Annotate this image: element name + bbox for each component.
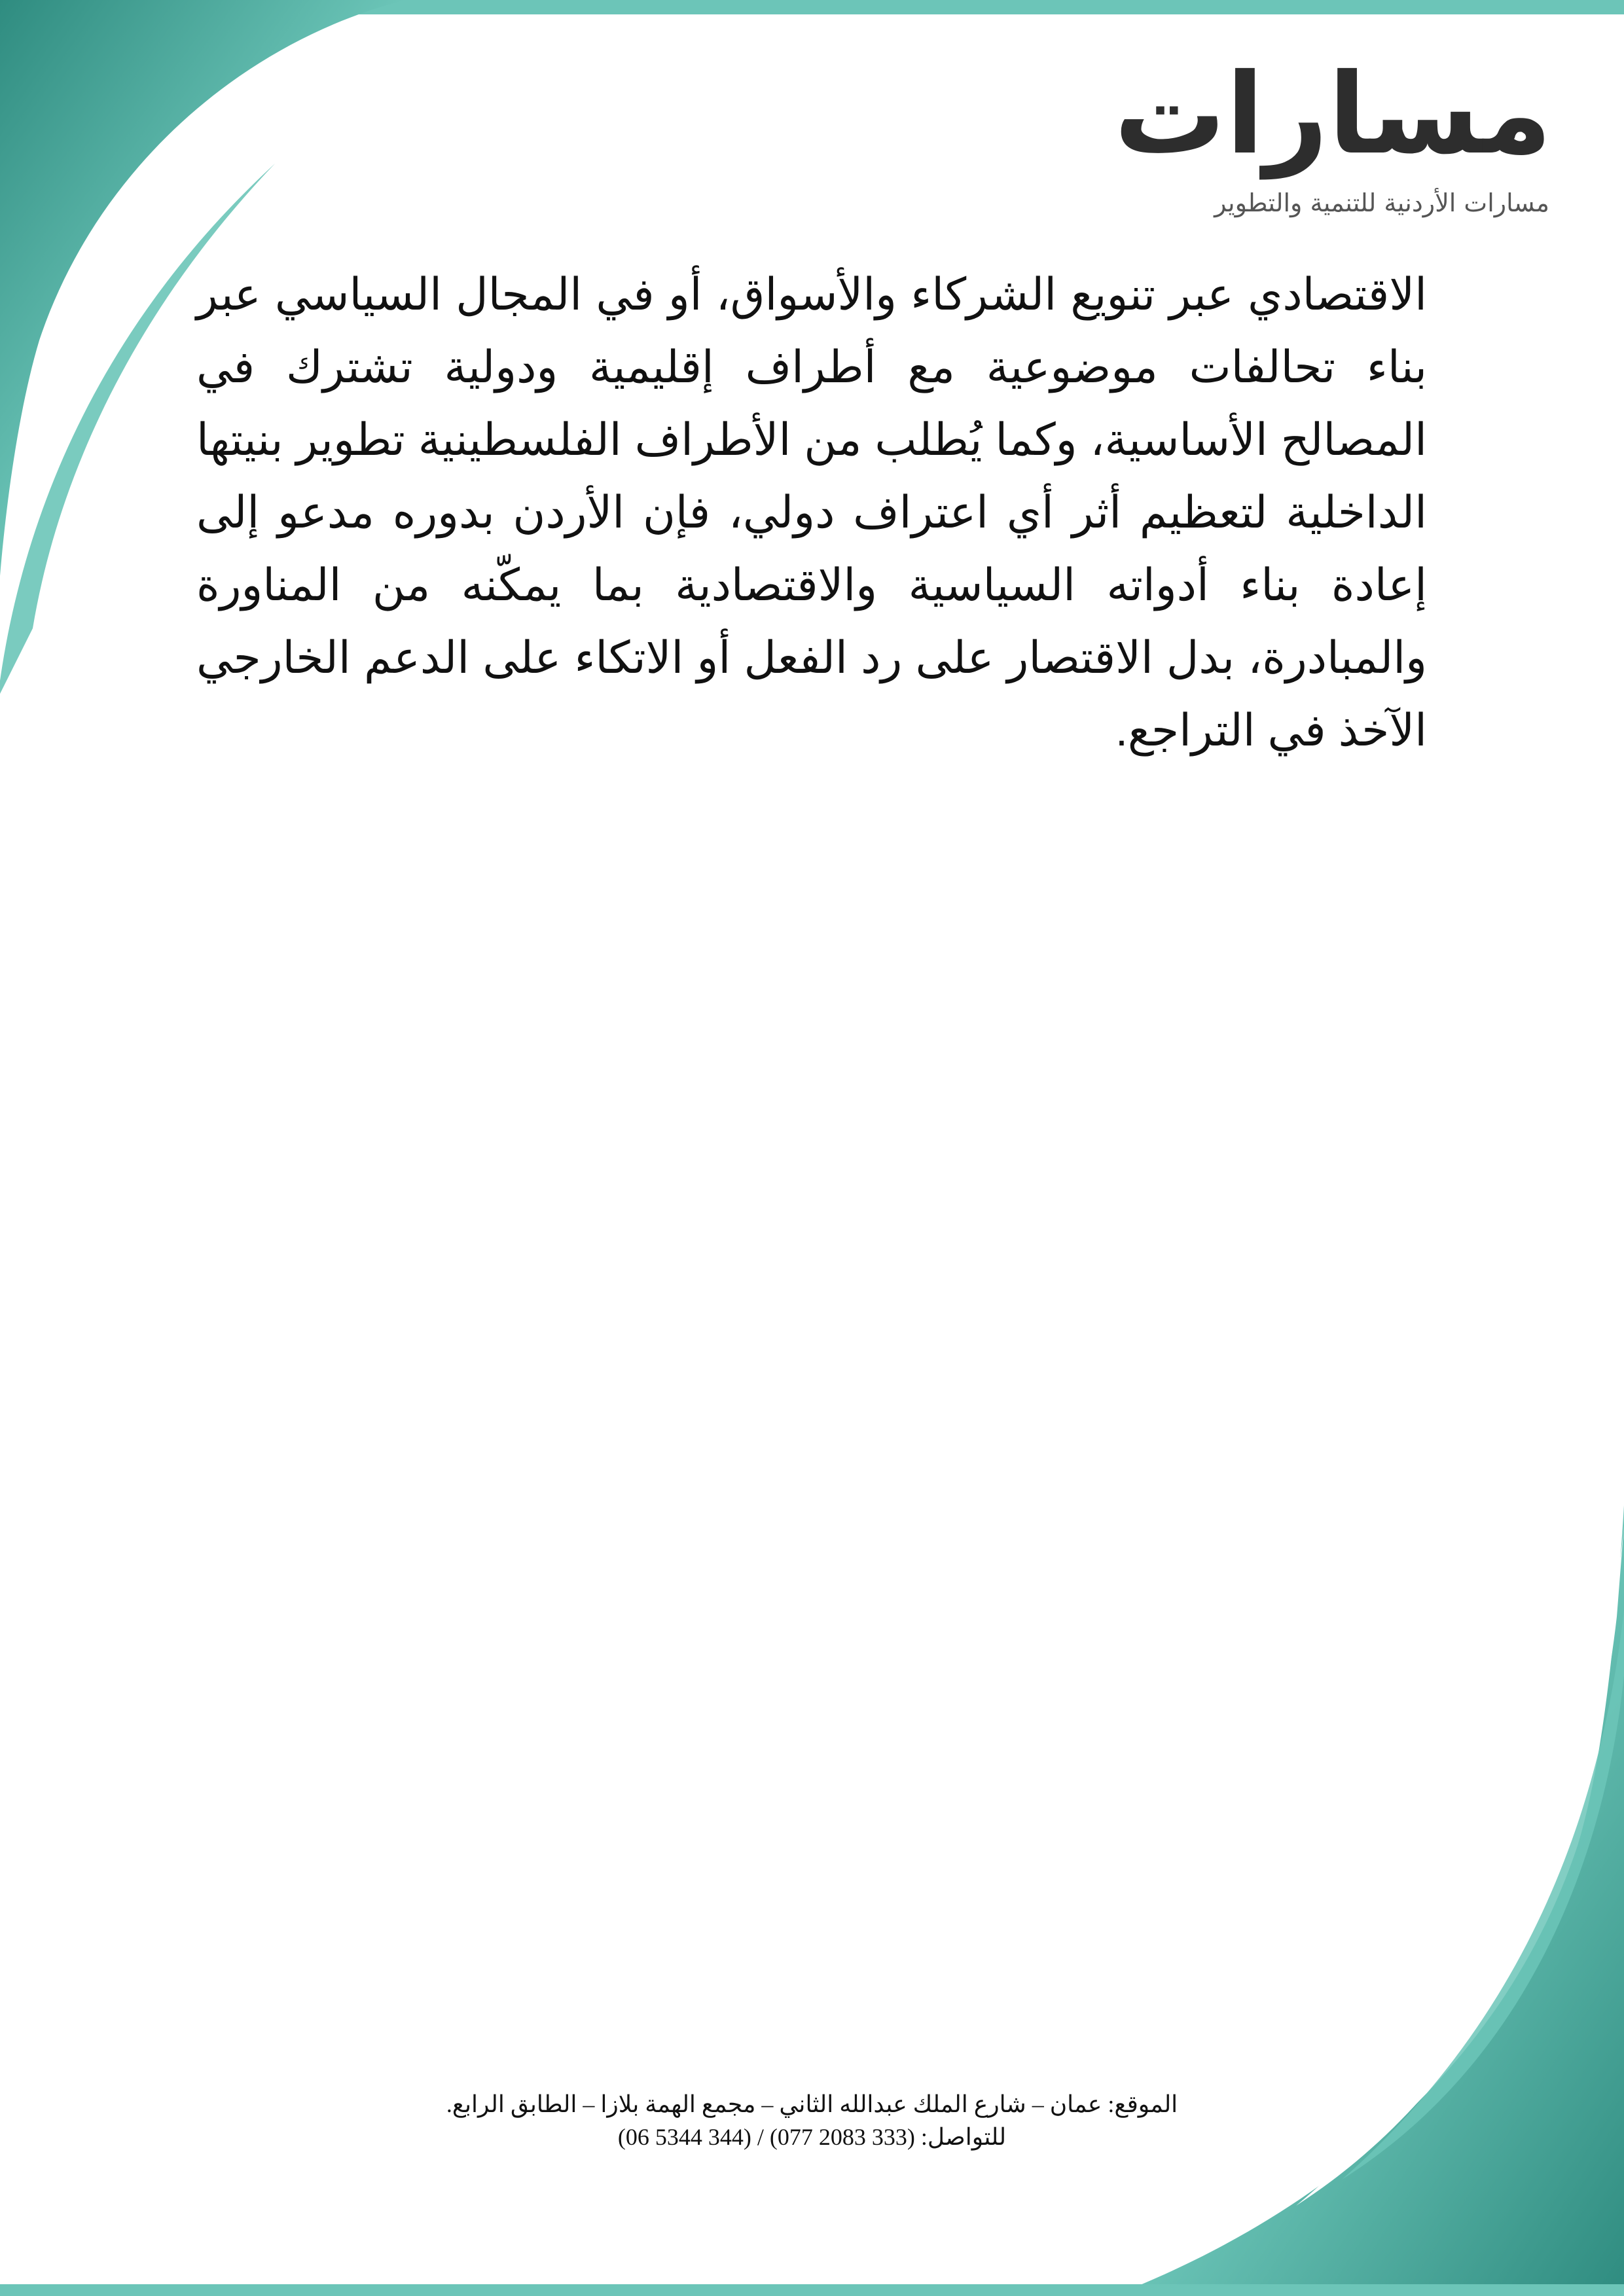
footer-location: الموقع: عمان – شارع الملك عبدالله الثاني – مجمع الهمة بلازا – الطابق الرابع. xyxy=(446,2091,1178,2117)
body-paragraph: الاقتصادي عبر تنويع الشركاء والأسواق، أو في المجال السياسي عبر بناء تحالفات موضوعية مع أطراف إقليمية ودولية تشترك في المصالح الأساسية، وكما يُطلب من الأطراف الفلسطينية تطوير بنيتها الداخلية لتعظيم أثر أي اعتراف دولي، فإن الأردن بدوره مدعو إلى إعادة بناء أدواته السياسية والاقتصادية بما يمكّنه من المناورة والمبادرة، بدل الاقتصار على رد الفعل أو الاتكاء على الدعم الخارجي الآخذ في التراجع. xyxy=(196,270,1427,755)
logo-wordmark: مسارات xyxy=(1113,50,1552,179)
bottom-band xyxy=(0,2284,1624,2296)
brand-logo xyxy=(1113,49,1552,232)
logo-tagline: مسارات الأردنية للتنمية والتطوير xyxy=(1214,188,1549,217)
footer-contact: للتواصل: (333 2083 077) / (344 5344 06) xyxy=(617,2124,1007,2150)
footer xyxy=(0,2088,1624,2153)
bottom-right-swoosh-outer xyxy=(1113,1505,1624,2296)
